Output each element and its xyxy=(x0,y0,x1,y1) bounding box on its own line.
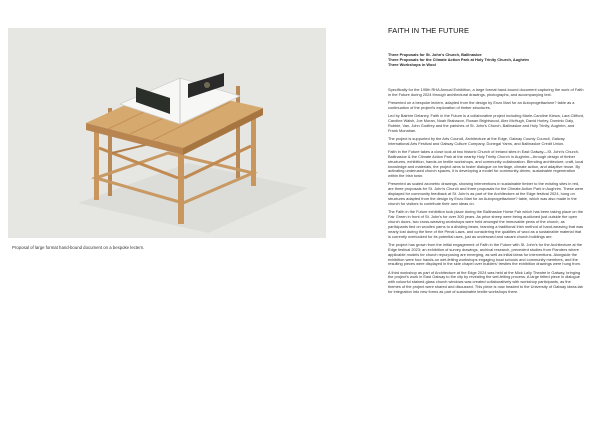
subheading: Three Proposals for the Climate Action Park at Holy Trinity Church, Aughrim xyxy=(388,57,529,63)
paragraph: The project has grown from the initial engagement of Faith in the Future with St. John's for the Architecture at the Edge festival 2023; an exhibition of survey drawings, archival research, precedent studies from Flanders where applicable models for church repurposing are emerging, as well as initial ideas for interventions. Alongside the exhibition were four hands-on wet-felting workshops engaging local schools and community members, and the resulting pieces were displayed in the side chapel over builders' trestles the exhibition drawings were hung from. xyxy=(388,241,583,267)
lectern-photo xyxy=(8,28,326,238)
photo-caption: Proposal of large format hand-bound document on a bespoke lectern. xyxy=(12,245,145,250)
subheadings xyxy=(388,52,588,67)
lectern-illustration xyxy=(8,28,326,238)
paragraph: Presented on a bespoke lectern, adapted from the design by Enzo Mari for an Autoprogettazione? table as a continuation of the project's exploration of timber structures. xyxy=(388,100,575,110)
paragraph: Led by Bairbre Delaney, Faith in the Future is a collaborative project including Marie-Caroline Kiewa, Lara Clifford, Caroline Walsh, Joe Moran, Noah Brabazon, Rowan Brightwood, Alex McHugh, David Hurley, Dominic Daly, Robbie, Van, John Godfrey and the parishes of St. John's Church, Ballinasloe and Holy Trinity, Aughrim, and Frank Monahan. xyxy=(388,113,584,133)
subheading: Three Proposals for St. John's Church, Ballinasloe xyxy=(388,52,482,57)
paragraph: A third workshop as part of Architecture at the Edge 2024 was held at the Mick Lally Theatre in Galway, bringing the project's work in East Galway to the city by revealing the wet-felting process. A large felted piece in dialogue with colourful stained-glass church windows was created collaboratively with workshop participants, as the themes of the project were shared and discussed. This piece is now headed to the University of Galway ideas.lab for integration into new forms as part of sustainable textile workshops there. xyxy=(388,269,583,295)
paragraph: Presented as scaled axonetric drawings, showing interventions in sustainable timber to the existing sites in red, are three proposals for St. John's Church and three proposals for the Climate Action Park in Aughrim. These were displayed for community feedback at St. John's as part of the Architecture at the Edge festival 2024, hung on structures adapted from the design by Enzo Mari for an Autoprogettazione? table, which was also made in the church for visitors to contribute their own ideas on. xyxy=(388,181,584,207)
subheading: Three Workshops in Wool xyxy=(388,62,436,68)
paragraph: Specifically for the 195th RHA Annual Exhibition, a large format hand-bound document capturing the work of Faith in the Future during 2024 through architectural drawings, photographs, and accompanying text. xyxy=(388,87,584,97)
paragraph: Faith in the Future takes a close look at two historic Church of Ireland sites in East Galway—St. John's Church, Ballinasloe & the Climate Action Park at the nearby Holy Trinity Church in Aughrim—through design of timber structures, exhibition, hands-on textile workshops, and community collaboration. Blending architecture, craft, local knowledge and materials, the project aims to foster dialogue on heritage, climate action, and adaptive reuse. By activating underused church spaces, it is developing a model for community-driven, sustainable regeneration within the Irish town. xyxy=(388,148,584,179)
paragraph: The project is supported by the Arts Council, Architecture at the Edge, Galway County Council, Galway International Arts Festival and Galway Culture Company, Donegal Yarns, and Ballinasloe Credit Union. xyxy=(388,135,565,146)
page-title: FAITH IN THE FUTURE xyxy=(388,26,470,35)
paragraph: The Faith in the Future exhibition took place during the Ballinasloe Horse Fair which has been taking place on the Fair Green in front of St. John's for over 300 years. As price sheep were being auctioned just outside the open church doors, two cross-weaving workshops were held amongst the immovable pews of the church, as participants tied on woollen yarns to a dividing beam, learning a traditional Irish method of hand-weaving that was nearly lost during the time of the Penal Laws, and considering the qualities of wool as a sustainable material that is currently overlooked for its potential uses, just as underused and vacant church buildings are. xyxy=(388,209,584,239)
body-text xyxy=(388,88,584,298)
right-page xyxy=(388,0,588,424)
